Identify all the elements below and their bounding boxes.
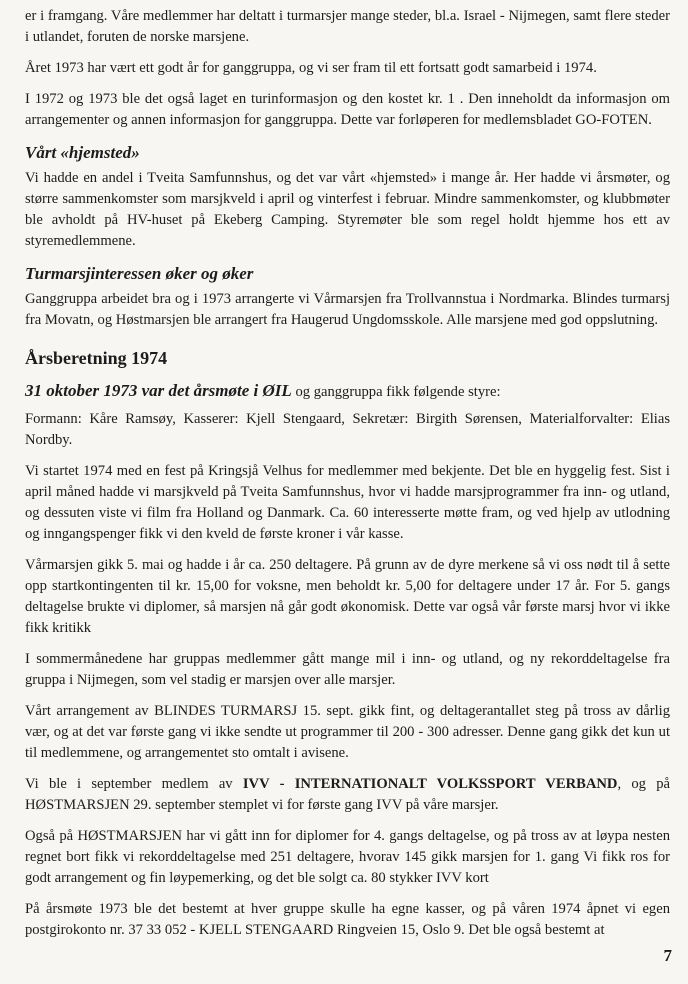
ivv-text-before: Vi ble i september medlem av [25, 776, 243, 792]
hjemsted-paragraph: Vi hadde en andel i Tveita Samfunnshus, og det var vårt «hjemsted» i mange år. Her hadde vi årsmøter, og større sammenkomster som marsjkveld i april og vinterfest i februar. Mindre sammenkomster, og klubbmøter ble avholdt på HV-huset på Ekeberg Camping. Styremøter ble som regel holdt hjemme hos ett av styremedlemmene. [25, 170, 670, 249]
report-paragraph-7: På årsmøte 1973 ble det bestemt at hver gruppe skulle ha egne kasser, og på våren 1974 åpnet vi egen postgirokonto nr. 37 33 052 - KJELL STENGAARD Ringveien 15, Oslo 9. Det ble også bestemt at [25, 901, 670, 938]
report-paragraph-3: I sommermånedene har gruppas medlemmer gått mange mil i inn- og utland, og ny rekorddeltagelse fra gruppa i Nijmegen, som vel stadig er marsjen over alle marsjer. [25, 651, 670, 688]
intro-paragraph-2: Året 1973 har vært ett godt år for ganggruppa, og vi ser fram til ett fortsatt godt samarbeid i 1974. [25, 60, 597, 76]
annual-meeting-rest: og ganggruppa fikk følgende styre: [291, 384, 501, 400]
report-paragraph-1: Vi startet 1974 med en fest på Kringsjå Velhus for medlemmer med bekjente. Det ble en hyggelig fest. Sist i april måned hadde vi marsjkveld på Tveita Samfunnshus, hvor vi hadde marsjprogrammer fra inn- og utland, og dessuten viste vi film fra Holland og Danmark. Ca. 60 interesserte møtte fram, og ved hjelp av utlodning og inngangspenger fikk vi den kveld de første kroner i vår kasse. [25, 463, 670, 542]
annual-meeting-line [25, 379, 670, 404]
report-paragraph-5 [25, 774, 670, 816]
interessen-heading: Turmarsjinteressen øker og øker [25, 264, 254, 283]
ivv-name: IVV - INTERNATIONALT VOLKSSPORT VERBAND [242, 776, 618, 792]
ivv-text-after: , og på HØSTMARSJEN 29. september stemplet vi for første gang IVV på våre marsjer. [25, 776, 670, 813]
intro-paragraph-1: er i framgang. Våre medlemmer har deltatt i turmarsjer mange steder, bl.a. Israel - Nijmegen, samt flere steder i utlandet, foruten de norske marsjene. [25, 8, 670, 45]
hjemsted-heading: Vårt «hjemsted» [25, 143, 140, 162]
report-paragraph-2: Vårmarsjen gikk 5. mai og hadde i år ca. 250 deltagere. På grunn av de dyre merkene så vi oss nødt til å sette opp startkontingenten til kr. 15,00 for voksne, men beholdt kr. 5,00 for deltagere under 17 år. For 5. gangs deltagelse brukte vi diplomer, så marsjen nå går godt økonomisk. Dette var også vår første marsj hvor vi ikke fikk kritikk [25, 557, 670, 636]
document-page [25, 6, 670, 951]
intro-paragraph-3: I 1972 og 1973 ble det også laget en turinformasjon og den kostet kr. 1 . Den inneholdt da informasjon om arrangementer og annen informasjon for ganggruppa. Dette var forløperen for medlemsbladet GO-FOTEN. [25, 91, 670, 128]
annual-meeting-emphasis: 31 oktober 1973 var det årsmøte i ØIL [25, 381, 292, 400]
report-paragraph-4: Vårt arrangement av BLINDES TURMARSJ 15. sept. gikk fint, og deltagerantallet steg på tross av dårlig vær, og at det var første gang vi ikke sendte ut programmer til 200 - 300 adresser. Denne gang gikk det kun ut til medlemmene, og arrangementet sto omtalt i avisene. [25, 703, 670, 761]
page-number: 7 [663, 946, 672, 965]
report-1974-heading: Årsberetning 1974 [25, 348, 168, 368]
board-members-paragraph: Formann: Kåre Ramsøy, Kasserer: Kjell Stengaard, Sekretær: Birgith Sørensen, Materialforvalter: Elias Nordby. [25, 411, 670, 448]
interessen-paragraph: Ganggruppa arbeidet bra og i 1973 arrangerte vi Vårmarsjen fra Trollvannstua i Nordmarka. Blindes turmarsj fra Movatn, og Høstmarsjen ble arrangert fra Haugerud Ungdomsskole. Alle marsjene med god oppslutning. [25, 291, 670, 328]
report-paragraph-6: Også på HØSTMARSJEN har vi gått inn for diplomer for 4. gangs deltagelse, og på tross av at løypa nesten regnet bort fikk vi rekorddeltagelse med 251 deltagere, hvorav 145 gikk marsjen for 1. gang Vi fikk ros for godt arrangement og fin løypemerking, og det ble solgt ca. 80 stykker IVV kort [25, 828, 670, 886]
